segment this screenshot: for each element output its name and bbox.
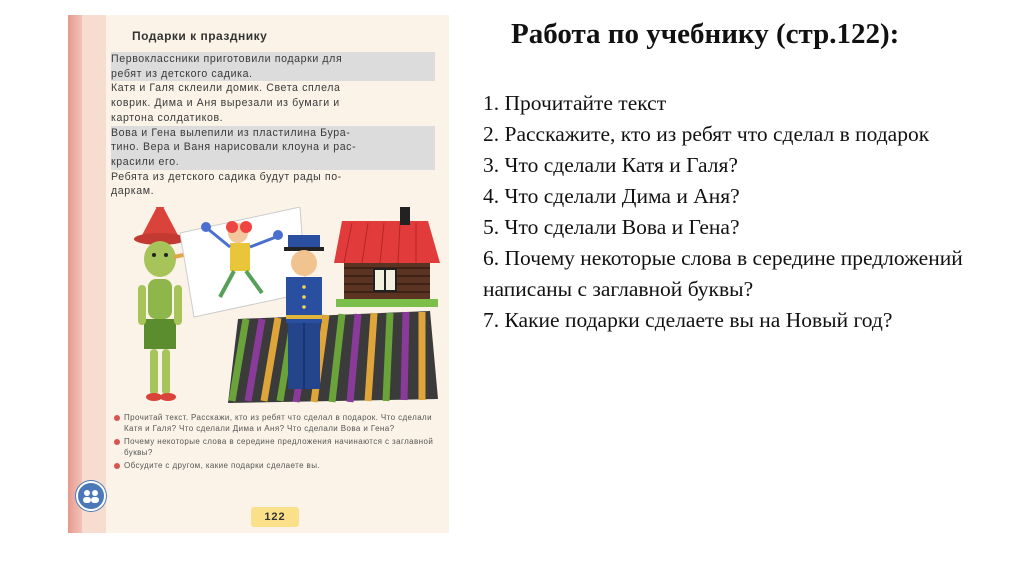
- paper-house: [334, 207, 440, 307]
- text-line: тино. Вера и Ваня нарисовали клоуна и рас-: [111, 140, 435, 155]
- slide-title: Работа по учебнику (стр.122):: [511, 18, 900, 50]
- text-line: ребят из детского садика.: [111, 67, 435, 82]
- text-line: даркам.: [111, 185, 155, 198]
- red-bullet-icon: [114, 415, 120, 421]
- pair-work-icon: [76, 481, 106, 511]
- task-item: [114, 461, 440, 472]
- textbook-tasks: [114, 413, 440, 475]
- task-text: Прочитай текст. Расскажи, кто из ребят что сделал в подарок. Что сделали Катя и Галя? Что сделали Дима и Аня? Что сделали Вова и Гена?: [124, 413, 432, 433]
- question-item: 2. Расскажите, кто из ребят что сделал в подарок: [483, 122, 930, 146]
- text-line: Вова и Гена вылепили из пластилина Бура-: [111, 126, 435, 141]
- question-item: 4. Что сделали Дима и Аня?: [483, 184, 740, 208]
- question-item: 6. Почему некоторые слова в середине предложений написаны с заглавной буквы?: [483, 246, 963, 301]
- text-line: красили его.: [111, 155, 435, 170]
- task-text: Почему некоторые слова в середине предложения начинаются с заглавной буквы?: [124, 437, 434, 457]
- text-line: Ребята из детского садика будут рады по-: [111, 170, 342, 183]
- page-side-decoration: [82, 15, 106, 533]
- gifts-illustration: [120, 207, 449, 405]
- red-bullet-icon: [114, 439, 120, 445]
- text-line: Катя и Галя склеили домик. Света сплела: [111, 82, 341, 95]
- page-number: 122: [251, 507, 299, 527]
- red-bullet-icon: [114, 463, 120, 469]
- task-item: [114, 413, 440, 434]
- textbook-text: [111, 52, 435, 199]
- textbook-page: [68, 15, 449, 533]
- woven-rug: [228, 311, 438, 403]
- question-item: 1. Прочитайте текст: [483, 91, 667, 115]
- page-margin-strip: [68, 15, 82, 533]
- text-line: картона солдатиков.: [111, 111, 224, 124]
- questions-list: [483, 88, 1003, 336]
- text-line: Первоклассники приготовили подарки для: [111, 52, 435, 67]
- question-item: 7. Какие подарки сделаете вы на Новый год?: [483, 308, 893, 332]
- question-item: 3. Что сделали Катя и Галя?: [483, 153, 738, 177]
- task-item: [114, 437, 440, 458]
- question-item: 5. Что сделали Вова и Гена?: [483, 215, 740, 239]
- task-text: Обсудите с другом, какие подарки сделаете вы.: [124, 461, 320, 470]
- text-line: коврик. Дима и Аня вырезали из бумаги и: [111, 97, 340, 110]
- textbook-title: Подарки к празднику: [132, 29, 268, 43]
